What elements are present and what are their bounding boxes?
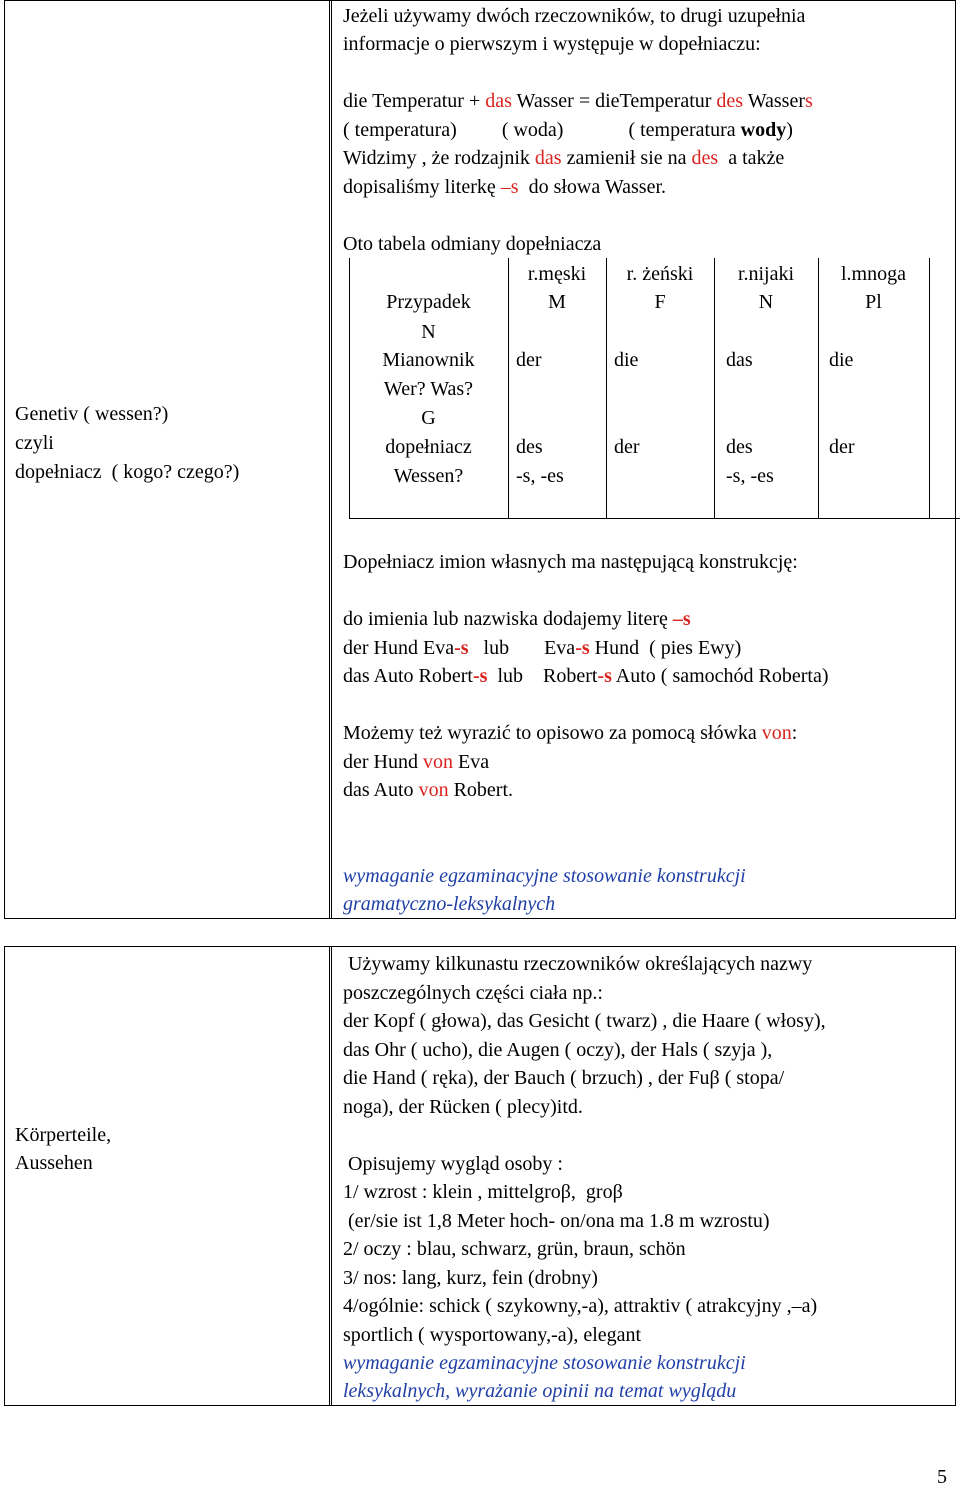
body-parts-line-6: noga), der Rücken ( plecy)itd. [343,1096,583,1118]
table-header-f-bottom: F [654,291,666,313]
names-line-3: das Auto Robert-s lub Robert-s Auto ( samochód Roberta) [343,665,829,687]
body-parts-line-4: das Ohr ( ucho), die Augen ( oczy), der Hals ( szyja ), [343,1039,773,1061]
table-row-g-case-1: G [421,407,436,429]
page-number: 5 [937,1466,947,1488]
appearance-line-4: 2/ oczy : blau, schwarz, grün, braun, schön [343,1238,686,1260]
table-header-m-bottom: M [548,291,566,313]
exam-requirement-2-line-1: wymaganie egzaminacyjne stosowanie konstrukcji [343,1352,746,1374]
table-row-n-case-2: Mianownik [382,349,475,371]
table-row-n-case-3: Wer? Was? [383,378,474,400]
appearance-line-5: 3/ nos: lang, kurz, fein (drobny) [343,1267,598,1289]
table-header-m-top: r.męski [527,263,587,285]
table-bottom-line [349,518,930,519]
von-line-3: das Auto von Robert. [343,779,513,801]
body-parts-line-5: die Hand ( ręka), der Bauch ( brzuch) , der Fuβ ( stopa/ [343,1067,785,1089]
body-parts-label-line-1: Körperteile, [15,1124,112,1146]
table-row-g-m-1: des [516,436,543,458]
intro-line-1: Jeżeli używamy dwóch rzeczowników, to drugi uzupełnia [343,5,806,27]
table-header-case: Przypadek [386,291,471,313]
appearance-line-7: sportlich ( wysportowany,-a), elegant [343,1324,642,1346]
table-row-n-n: das [726,349,753,371]
table-header-f-top: r. żeński [626,263,694,285]
table-row-g-f: der [614,436,640,458]
genetiv-label-line-3: dopełniacz ( kogo? czego?) [15,461,240,483]
exam-requirement-2-line-2: leksykalnych, wyrażanie opinii na temat wyglądu [343,1380,737,1402]
appearance-line-1: Opisujemy wygląd osoby : [343,1153,563,1175]
example-line-2: ( temperatura) ( woda) ( temperatura wody) [343,119,793,141]
table-row-g-pl: der [829,436,855,458]
section-body-parts-divider [329,946,332,1406]
von-line-1: Możemy też wyrazić to opisowo za pomocą słówka von: [343,722,798,744]
table-row-g-case-3: Wessen? [393,465,464,487]
appearance-line-2: 1/ wzrost : klein , mittelgroβ, groβ [343,1181,623,1203]
genetiv-label-line-1: Genetiv ( wessen?) [15,403,169,425]
table-row-n-pl: die [829,349,854,371]
table-row-n-case-1: N [421,321,436,343]
names-line-1: do imienia lub nazwiska dodajemy literę –s [343,608,691,630]
appearance-line-3: (er/sie ist 1,8 Meter hoch- on/ona ma 1.8 m wzrostu) [343,1210,770,1232]
table-header-n-top: r.nijaki [737,263,795,285]
exam-requirement-1-line-1: wymaganie egzaminacyjne stosowanie konstrukcji [343,865,746,887]
table-caption: Oto tabela odmiany dopełniacza [343,233,602,255]
table-header-n-bottom: N [758,291,774,313]
genetiv-label-line-2: czyli [15,432,54,454]
names-intro: Dopełniacz imion własnych ma następującą konstrukcję: [343,551,798,573]
section-genetiv-divider [329,0,332,919]
intro-line-2: informacje o pierwszym i występuje w dopełniaczu: [343,33,761,55]
names-line-2: der Hund Eva-s lub Eva-s Hund ( pies Ewy) [343,637,742,659]
table-row-n-f: die [614,349,639,371]
table-row-g-case-2: dopełniacz [385,436,472,458]
body-parts-line-1: Używamy kilkunastu rzeczowników określających nazwy [343,953,813,975]
von-line-2: der Hund von Eva [343,751,490,773]
table-col-line [929,258,930,519]
example-line-1: die Temperatur + das Wasser = dieTemperatur des Wassers [343,90,813,112]
exam-requirement-1-line-2: gramatyczno-leksykalnych [343,893,556,915]
example-line-3: Widzimy , że rodzajnik das zamienił sie na des a także [343,147,785,169]
table-header-pl-bottom: Pl [865,291,882,313]
table-row-g-n-1: des [726,436,753,458]
table-row-n-m: der [516,349,542,371]
table-row-g-n-2: -s, -es [726,465,774,487]
body-parts-line-2: poszczególnych części ciała np.: [343,982,603,1004]
example-line-4: dopisaliśmy literkę –s do słowa Wasser. [343,176,667,198]
body-parts-label-line-2: Aussehen [15,1152,93,1174]
body-parts-line-3: der Kopf ( głowa), das Gesicht ( twarz) , die Haare ( włosy), [343,1010,826,1032]
table-row-g-m-2: -s, -es [516,465,564,487]
appearance-line-6: 4/ogólnie: schick ( szykowny,-a), attraktiv ( atrakcyjny ,–a) [343,1295,818,1317]
table-header-pl-top: l.mnoga [841,263,906,285]
